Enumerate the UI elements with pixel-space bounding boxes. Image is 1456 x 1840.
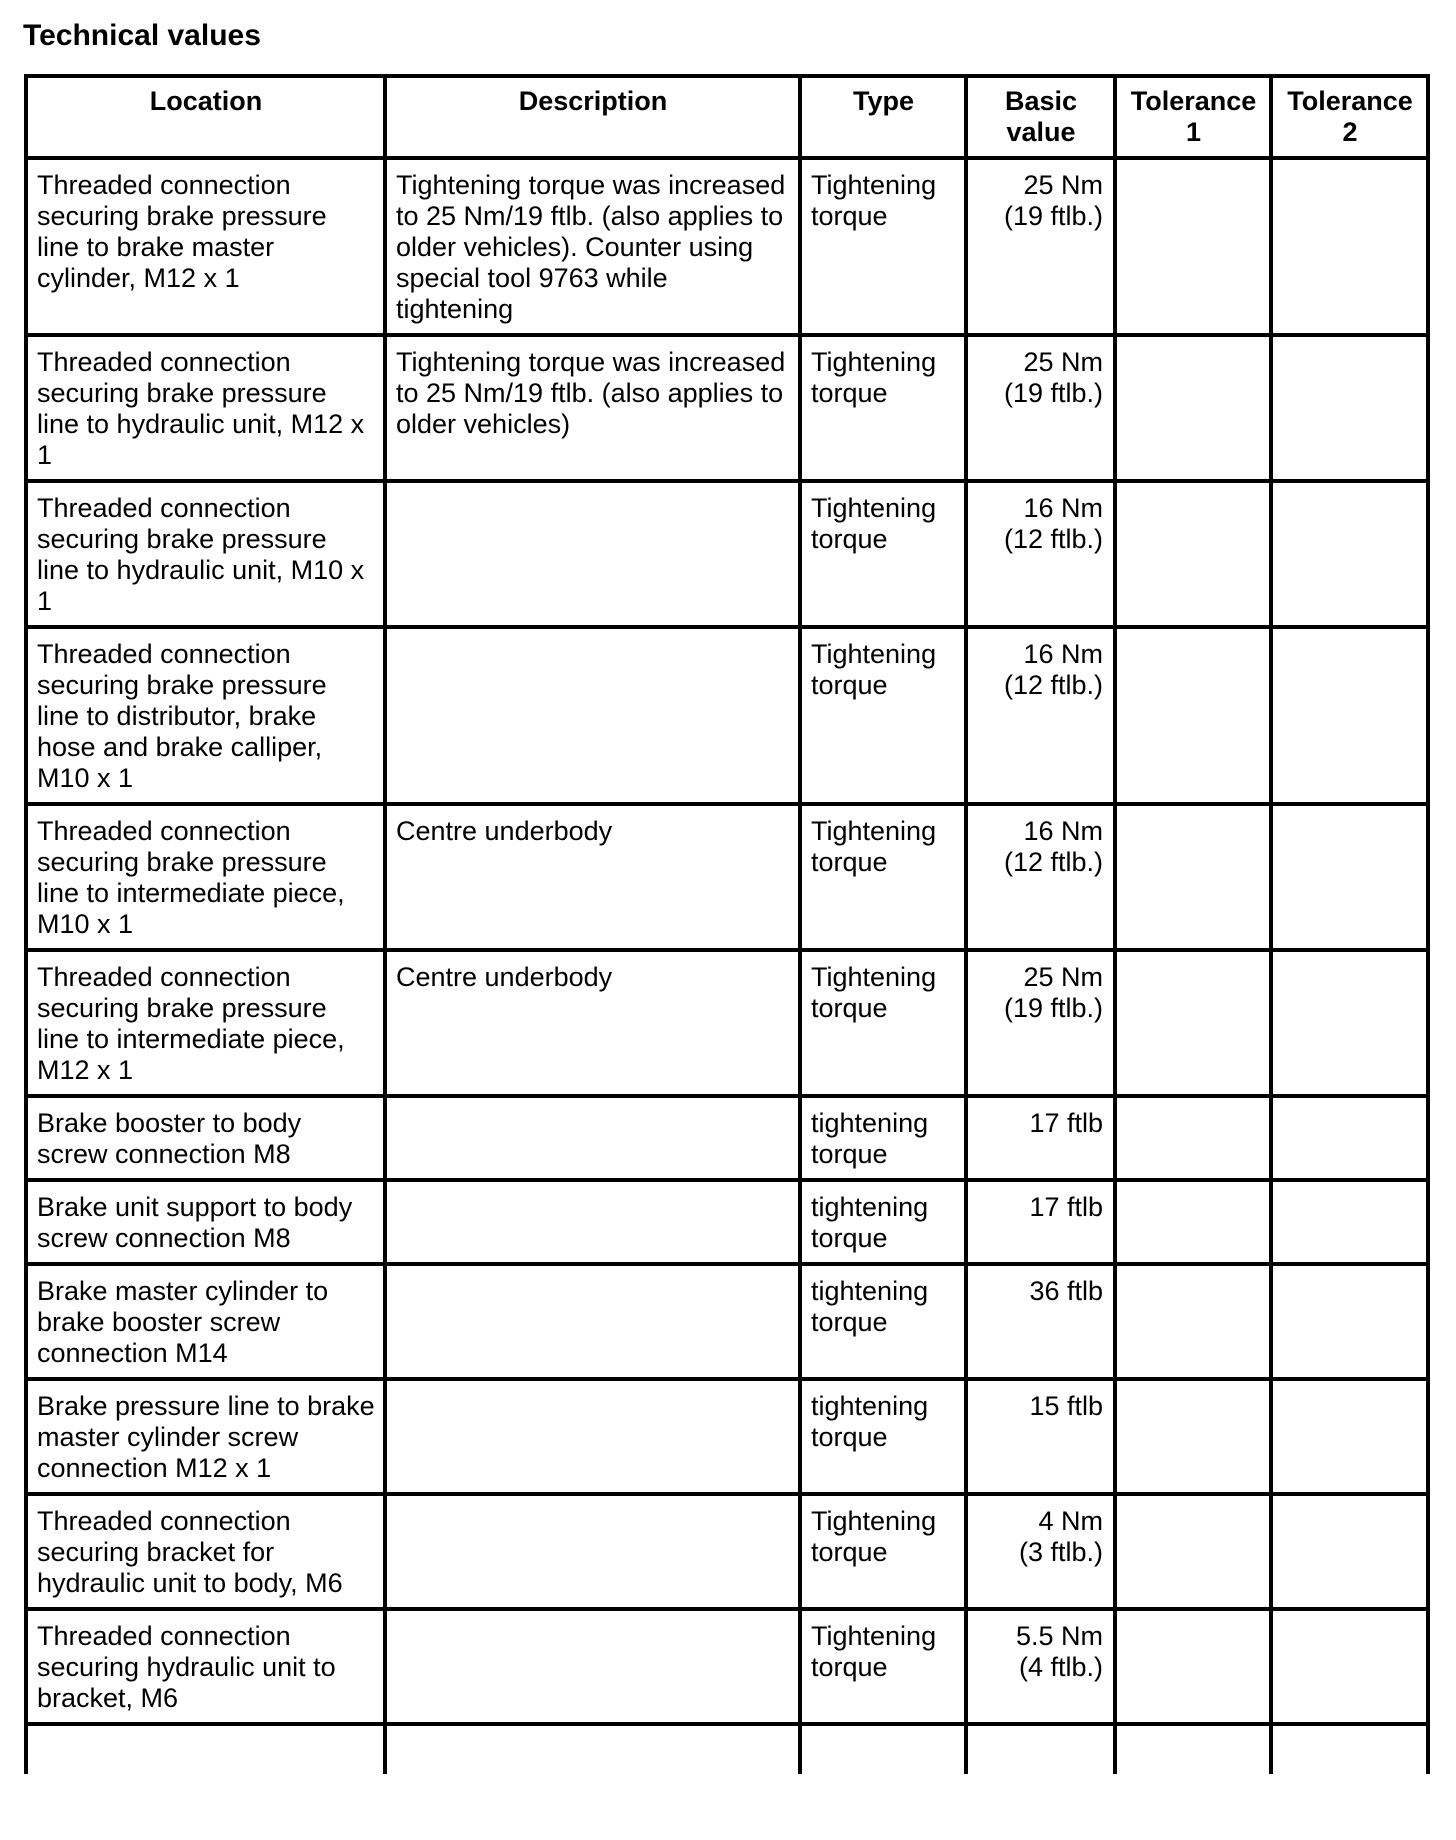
page-title: Technical values (23, 19, 261, 52)
description-cell: Tightening torque was increased to 25 Nm/19 ftlb. (also applies to older vehicles) (385, 335, 800, 481)
basic-value-cell: 17 ftlb (966, 1096, 1115, 1180)
column-header-type: Type (800, 76, 966, 158)
location-cell: Threaded connection securing bracket for hydraulic unit to body, M6 (26, 1494, 385, 1609)
basic-value-cell: 4 Nm (3 ftlb.) (966, 1494, 1115, 1609)
empty-cell (1271, 1724, 1428, 1774)
type-cell: Tightening torque (800, 804, 966, 950)
description-cell (385, 481, 800, 627)
tolerance-1-cell (1115, 335, 1271, 481)
tolerance-1-cell (1115, 950, 1271, 1096)
tolerance-2-cell (1271, 627, 1428, 804)
type-cell: tightening torque (800, 1264, 966, 1379)
location-cell: Threaded connection securing brake pressure line to intermediate piece, M12 x 1 (26, 950, 385, 1096)
location-cell: Brake master cylinder to brake booster screw connection M14 (26, 1264, 385, 1379)
location-cell: Threaded connection securing brake pressure line to brake master cylinder, M12 x 1 (26, 158, 385, 335)
type-cell: Tightening torque (800, 335, 966, 481)
column-header-basic-value: Basic value (966, 76, 1115, 158)
location-cell: Threaded connection securing hydraulic unit to bracket, M6 (26, 1609, 385, 1724)
type-cell: Tightening torque (800, 481, 966, 627)
basic-value-cell: 25 Nm (19 ftlb.) (966, 158, 1115, 335)
empty-cell (1115, 1724, 1271, 1774)
type-cell: Tightening torque (800, 1609, 966, 1724)
tolerance-1-cell (1115, 1379, 1271, 1494)
table-row (26, 627, 1428, 804)
technical-values-table (24, 74, 1430, 1774)
tolerance-1-cell (1115, 481, 1271, 627)
description-cell (385, 1379, 800, 1494)
basic-value-cell: 5.5 Nm (4 ftlb.) (966, 1609, 1115, 1724)
empty-cell (800, 1724, 966, 1774)
description-cell (385, 1494, 800, 1609)
location-cell: Threaded connection securing brake pressure line to hydraulic unit, M10 x 1 (26, 481, 385, 627)
location-cell: Threaded connection securing brake pressure line to distributor, brake hose and brake calliper, M10 x 1 (26, 627, 385, 804)
table-row-empty (26, 1724, 1428, 1774)
tolerance-2-cell (1271, 1494, 1428, 1609)
description-cell (385, 1609, 800, 1724)
table-row (26, 481, 1428, 627)
tolerance-1-cell (1115, 1494, 1271, 1609)
tolerance-2-cell (1271, 1264, 1428, 1379)
tolerance-2-cell (1271, 1180, 1428, 1264)
empty-cell (26, 1724, 385, 1774)
table-row (26, 1609, 1428, 1724)
tolerance-1-cell (1115, 1096, 1271, 1180)
type-cell: tightening torque (800, 1180, 966, 1264)
description-cell (385, 1180, 800, 1264)
table-row (26, 804, 1428, 950)
description-cell: Tightening torque was increased to 25 Nm/19 ftlb. (also applies to older vehicles). Counter using special tool 9763 while tightening (385, 158, 800, 335)
header-row (26, 76, 1428, 158)
column-header-tolerance-2: Tolerance 2 (1271, 76, 1428, 158)
empty-cell (385, 1724, 800, 1774)
description-cell (385, 627, 800, 804)
type-cell: Tightening torque (800, 158, 966, 335)
type-cell: tightening torque (800, 1096, 966, 1180)
description-cell (385, 1096, 800, 1180)
table-row (26, 1096, 1428, 1180)
location-cell: Threaded connection securing brake pressure line to hydraulic unit, M12 x 1 (26, 335, 385, 481)
basic-value-cell: 16 Nm (12 ftlb.) (966, 804, 1115, 950)
tolerance-2-cell (1271, 950, 1428, 1096)
tolerance-2-cell (1271, 1379, 1428, 1494)
type-cell: Tightening torque (800, 950, 966, 1096)
tolerance-1-cell (1115, 627, 1271, 804)
location-cell: Brake unit support to body screw connection M8 (26, 1180, 385, 1264)
table-row (26, 950, 1428, 1096)
type-cell: Tightening torque (800, 1494, 966, 1609)
tolerance-2-cell (1271, 335, 1428, 481)
basic-value-cell: 16 Nm (12 ftlb.) (966, 627, 1115, 804)
type-cell: tightening torque (800, 1379, 966, 1494)
basic-value-cell: 15 ftlb (966, 1379, 1115, 1494)
tolerance-1-cell (1115, 158, 1271, 335)
tolerance-2-cell (1271, 1609, 1428, 1724)
tolerance-2-cell (1271, 481, 1428, 627)
tolerance-2-cell (1271, 1096, 1428, 1180)
location-cell: Brake booster to body screw connection M8 (26, 1096, 385, 1180)
tolerance-1-cell (1115, 1609, 1271, 1724)
column-header-tolerance-1: Tolerance 1 (1115, 76, 1271, 158)
column-header-description: Description (385, 76, 800, 158)
tolerance-2-cell (1271, 158, 1428, 335)
tolerance-1-cell (1115, 1180, 1271, 1264)
basic-value-cell: 36 ftlb (966, 1264, 1115, 1379)
table-row (26, 1180, 1428, 1264)
table-row (26, 158, 1428, 335)
tolerance-1-cell (1115, 1264, 1271, 1379)
basic-value-cell: 16 Nm (12 ftlb.) (966, 481, 1115, 627)
basic-value-cell: 25 Nm (19 ftlb.) (966, 950, 1115, 1096)
table-row (26, 335, 1428, 481)
location-cell: Threaded connection securing brake pressure line to intermediate piece, M10 x 1 (26, 804, 385, 950)
column-header-location: Location (26, 76, 385, 158)
description-cell (385, 1264, 800, 1379)
tolerance-1-cell (1115, 804, 1271, 950)
basic-value-cell: 17 ftlb (966, 1180, 1115, 1264)
table-row (26, 1379, 1428, 1494)
empty-cell (966, 1724, 1115, 1774)
tolerance-2-cell (1271, 804, 1428, 950)
table-row (26, 1494, 1428, 1609)
description-cell: Centre underbody (385, 804, 800, 950)
type-cell: Tightening torque (800, 627, 966, 804)
basic-value-cell: 25 Nm (19 ftlb.) (966, 335, 1115, 481)
location-cell: Brake pressure line to brake master cylinder screw connection M12 x 1 (26, 1379, 385, 1494)
table-row (26, 1264, 1428, 1379)
description-cell: Centre underbody (385, 950, 800, 1096)
